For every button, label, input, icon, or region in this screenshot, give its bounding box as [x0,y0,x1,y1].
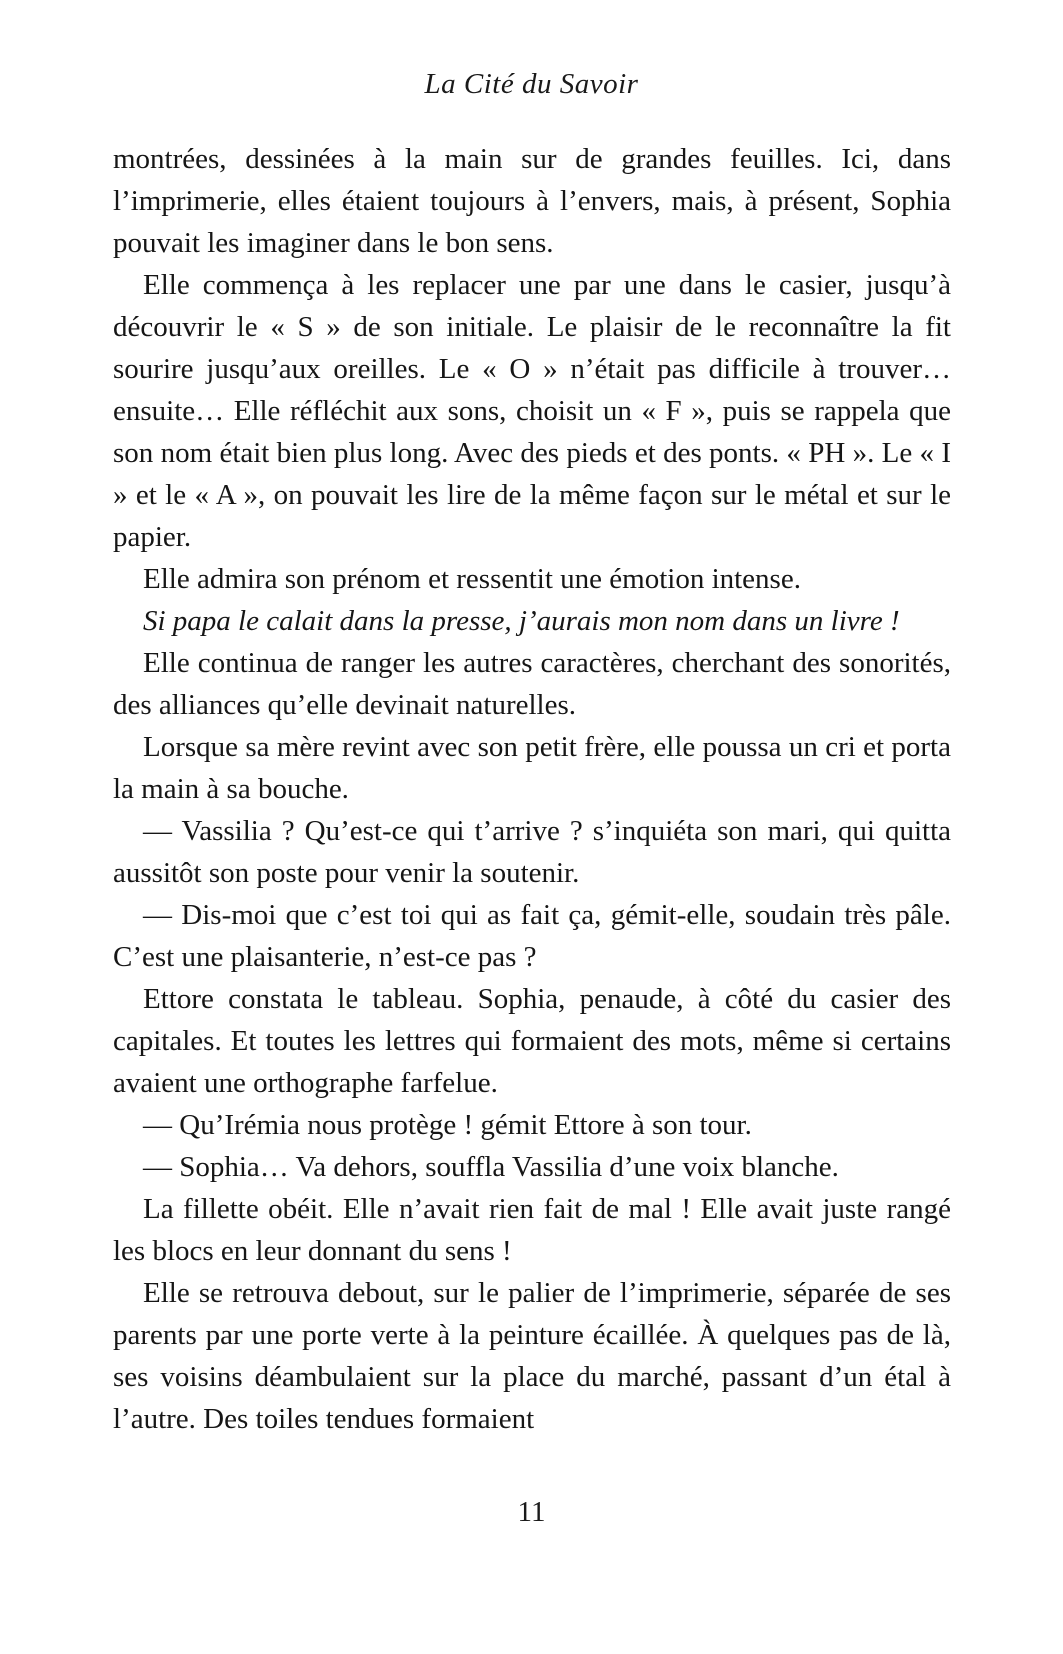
paragraph: Lorsque sa mère revint avec son petit frère, elle poussa un cri et porta la main à sa bouche. [113,731,951,805]
paragraph-dialogue: — Qu’Irémia nous protège ! gémit Ettore à son tour. [143,1109,752,1141]
page-number: 11 [517,1496,546,1528]
paragraph-dialogue: — Sophia… Va dehors, souffla Vassilia d’une voix blanche. [143,1151,839,1183]
paragraph-dialogue: — Vassilia ? Qu’est-ce qui t’arrive ? s’inquiéta son mari, qui quitta aussitôt son poste pour venir la soutenir. [113,815,951,889]
paragraph: montrées, dessinées à la main sur de grandes feuilles. Ici, dans l’imprimerie, elles étaient toujours à l’envers, mais, à présent, Sophia pouvait les imaginer dans le bon sens. [113,143,951,259]
paragraph: Elle admira son prénom et ressentit une émotion intense. [143,563,801,595]
paragraph: Elle commença à les replacer une par une dans le casier, jusqu’à découvrir le « S » de son initiale. Le plaisir de le reconnaître la fit sourire jusqu’aux oreilles. Le « O » n’était pas difficile à trouver… ensuite… Elle réfléchit aux sons, choisit un « F », puis se rappela que son nom était bien plus long. Avec des pieds et des ponts. « PH ». Le « I » et le « A », on pouvait les lire de la même façon sur le métal et sur le papier. [113,269,951,553]
paragraph: Ettore constata le tableau. Sophia, penaude, à côté du casier des capitales. Et toutes les lettres qui formaient des mots, même si certains avaient une orthographe farfelue. [113,983,951,1099]
paragraph-italic-thought: Si papa le calait dans la presse, j’aurais mon nom dans un livre ! [143,605,900,637]
paragraph: Elle continua de ranger les autres caractères, cherchant des sonorités, des alliances qu’elle devinait naturelles. [113,647,951,721]
paragraph-dialogue: — Dis-moi que c’est toi qui as fait ça, gémit-elle, soudain très pâle. C’est une plaisanterie, n’est-ce pas ? [113,899,951,973]
paragraph: La fillette obéit. Elle n’avait rien fait de mal ! Elle avait juste rangé les blocs en leur donnant du sens ! [113,1193,951,1267]
paragraph: Elle se retrouva debout, sur le palier de l’imprimerie, séparée de ses parents par une porte verte à la peinture écaillée. À quelques pas de là, ses voisins déambulaient sur la place du marché, passant d’un étal à l’autre. Des toiles tendues formaient [113,1277,951,1435]
body-text [113,138,951,1440]
running-header: La Cité du Savoir [424,68,639,100]
